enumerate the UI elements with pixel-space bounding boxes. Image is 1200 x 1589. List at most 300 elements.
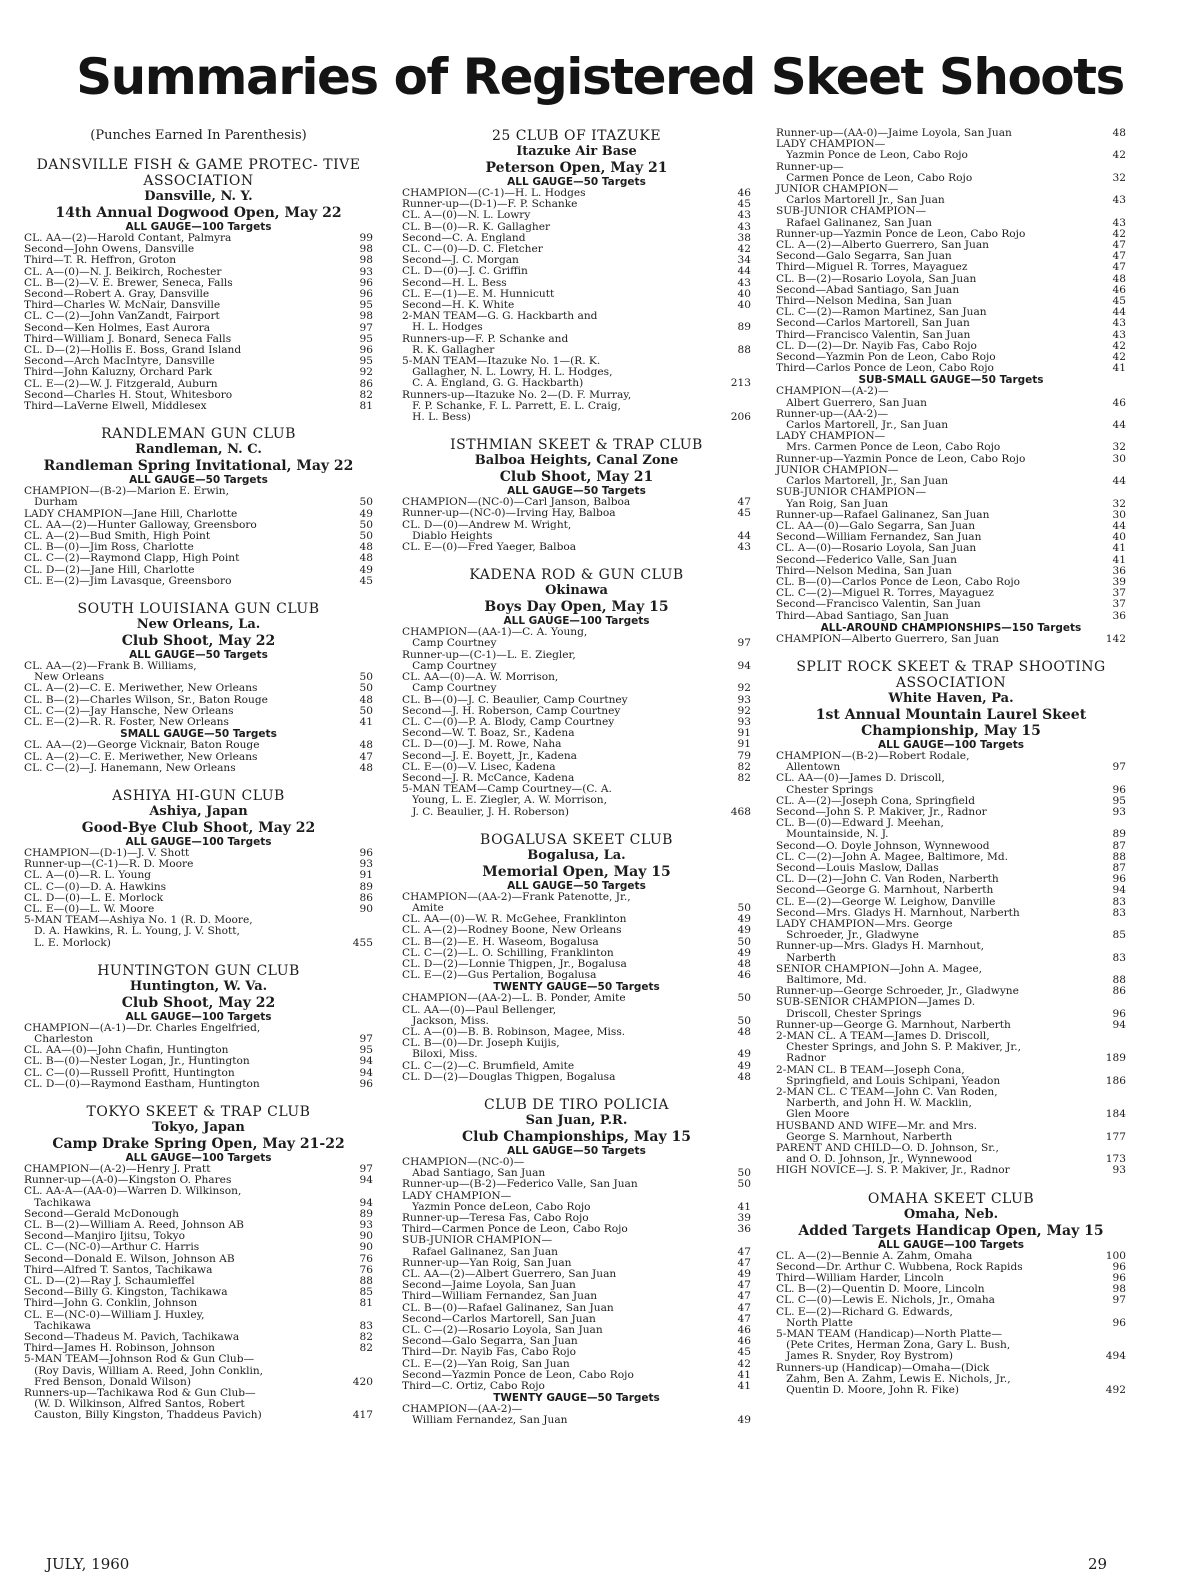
- result-score: 50: [359, 496, 373, 509]
- result-entry: SENIOR CHAMPION—John A. Magee,: [776, 962, 983, 975]
- result-score: 79: [737, 749, 751, 762]
- result-entry: CL. D—(2)—Dr. Nayib Fas, Cabo Rojo: [776, 339, 977, 352]
- result-entry: CL. E—(2)—Jim Lavasque, Greensboro: [24, 574, 232, 587]
- result-entry: Runner-up—: [776, 160, 844, 173]
- result-entry: CL. B—(0)—Nester Logan, Jr., Huntington: [24, 1055, 250, 1068]
- result-entry: CL. AA—(0)—W. R. McGehee, Franklinton: [402, 913, 627, 926]
- result-score: 89: [1112, 828, 1126, 841]
- result-score: 44: [1112, 306, 1126, 319]
- result-score: 94: [359, 1174, 373, 1187]
- result-entry: Third—T. R. Heffron, Groton: [24, 254, 177, 267]
- result-entry: Runner-up—(NC-0)—Irving Hay, Balboa: [402, 507, 616, 520]
- club-name: BOGALUSA SKEET CLUB: [480, 831, 673, 848]
- result-entry: L. E. Morlock): [24, 936, 111, 949]
- result-score: 43: [737, 209, 751, 222]
- result-row: [402, 993, 751, 1004]
- result-entry: CL. E—(NC-0)—William J. Huxley,: [24, 1308, 205, 1321]
- result-score: 94: [1112, 884, 1126, 897]
- target-class-heading: SUB-SMALL GAUGE—50 Targets: [858, 374, 1044, 387]
- result-entry: CL. E—(2)—W. J. Fitzgerald, Auburn: [24, 377, 218, 390]
- club-block: [24, 1104, 373, 1422]
- result-entry: Carlos Martorell, Jr., San Juan: [776, 419, 949, 432]
- result-score: 44: [737, 265, 751, 278]
- result-entry: CL. AA—(2)—Albert Guerrero, San Juan: [402, 1268, 617, 1281]
- result-row: [776, 386, 1126, 397]
- result-score: 95: [359, 299, 373, 312]
- result-score: 41: [1112, 542, 1126, 555]
- result-score: 37: [1112, 587, 1126, 600]
- result-score: 97: [359, 321, 373, 334]
- result-score: 97: [1112, 1294, 1126, 1307]
- result-entry: CL. C—(2)—Ramon Martinez, San Juan: [776, 306, 987, 319]
- result-score: 93: [359, 1218, 373, 1231]
- result-entry: Second—William Fernandez, San Juan: [776, 531, 982, 544]
- result-score: 96: [359, 276, 373, 289]
- result-entry: Third—C. Ortiz, Cabo Rojo: [402, 1380, 545, 1393]
- result-entry: Diablo Heights: [402, 529, 493, 542]
- result-row: [776, 1109, 1126, 1120]
- result-score: 94: [359, 1055, 373, 1068]
- result-entry: Yan Roig, San Juan: [776, 497, 889, 510]
- result-score: 30: [1112, 508, 1126, 521]
- result-score: 82: [737, 760, 751, 773]
- result-score: 93: [737, 693, 751, 706]
- result-entry: CL. AA—(2)—Frank B. Williams,: [24, 660, 197, 673]
- result-score: 100: [1105, 1249, 1126, 1262]
- result-score: 494: [1105, 1350, 1126, 1363]
- result-entry: CL. D—(2)—Douglas Thigpen, Bogalusa: [402, 1070, 616, 1083]
- result-row: [776, 997, 1126, 1008]
- result-row: [402, 807, 751, 818]
- result-entry: CL. B—(2)—Rosario Loyola, San Juan: [776, 272, 977, 285]
- result-entry: Jackson, Miss.: [402, 1014, 489, 1027]
- result-score: 90: [359, 902, 373, 915]
- result-entry: CL. C—(2)—John VanZandt, Fairport: [24, 310, 220, 323]
- result-entry: CHAMPION—(B-2)—Marion E. Erwin,: [24, 485, 229, 498]
- result-entry: Causton, Billy Kingston, Thaddeus Pavich): [24, 1409, 262, 1422]
- issue-date: JULY, 1960: [46, 1555, 130, 1573]
- result-entry: Runner-up—Teresa Fas, Cabo Rojo: [402, 1212, 589, 1224]
- result-row: [776, 1042, 1126, 1053]
- club-name: HUNTINGTON GUN CLUB: [97, 962, 300, 979]
- result-score: 82: [737, 771, 751, 784]
- result-score: 46: [737, 1335, 751, 1348]
- result-entry: Second—Donald E. Wilson, Johnson AB: [24, 1252, 235, 1265]
- result-entry: CL. E—(2)—Richard G. Edwards,: [776, 1305, 953, 1318]
- club-name: ISTHMIAN SKEET & TRAP CLUB: [450, 437, 703, 454]
- result-entry: CL. B—(2)—Charles Wilson, Sr., Baton Rouge: [24, 693, 268, 706]
- shoot-title: Peterson Open, May 21: [485, 160, 668, 176]
- result-entry: Second—Louis Maslow, Dallas: [776, 861, 939, 874]
- result-score: 47: [737, 1279, 751, 1292]
- result-score: 43: [1112, 317, 1126, 330]
- result-entry: CL. B—(0)—Dr. Joseph Kuijis,: [402, 1037, 560, 1050]
- result-entry: Second—Robert A. Gray, Dansville: [24, 288, 210, 301]
- result-entry: Chester Springs: [776, 783, 874, 796]
- result-entry: Runner-up—George G. Marnhout, Narberth: [776, 1018, 1011, 1031]
- result-entry: CL. C—(0)—D. C. Fletcher: [402, 243, 543, 256]
- result-score: 47: [737, 1301, 751, 1314]
- result-row: [776, 829, 1126, 840]
- result-score: 96: [1112, 1272, 1126, 1285]
- result-entry: CL. B—(2)—V. E. Brewer, Seneca, Falls: [24, 276, 233, 289]
- result-entry: Second—J. R. McCance, Kadena: [402, 771, 575, 784]
- result-score: 46: [1112, 396, 1126, 409]
- result-row: [776, 1295, 1126, 1306]
- result-entry: CL. C—(2)—J. Hanemann, New Orleans: [24, 761, 236, 774]
- club-name: OMAHA SKEET CLUB: [867, 1190, 1035, 1207]
- result-score: 46: [737, 187, 751, 199]
- club-name: SOUTH LOUISIANA GUN CLUB: [77, 601, 320, 618]
- result-score: 98: [359, 243, 373, 256]
- result-score: 86: [359, 891, 373, 904]
- club-location: Tokyo, Japan: [152, 1119, 245, 1135]
- result-score: 39: [1112, 575, 1126, 588]
- result-entry: Second—John Owens, Dansville: [24, 243, 195, 256]
- result-entry: Charleston: [24, 1032, 93, 1045]
- result-entry: Third—Nelson Medina, San Juan: [776, 295, 952, 308]
- result-entry: CL. D—(2)—Ray J. Schaumleffel: [24, 1274, 195, 1287]
- result-score: 213: [730, 377, 751, 390]
- page-headline: Summaries of Registered Skeet Shoots: [76, 48, 1124, 106]
- target-class-heading: ALL GAUGE—50 Targets: [507, 176, 646, 188]
- club-block: [402, 437, 751, 553]
- result-entry: Second—Yazmin Pon de Leon, Cabo Rojo: [776, 351, 996, 364]
- result-entry: (Pete Crites, Herman Zona, Gary L. Bush,: [776, 1339, 1011, 1352]
- result-score: 96: [359, 344, 373, 357]
- result-score: 50: [737, 935, 751, 948]
- result-entry: Carmen Ponce de Leon, Cabo Rojo: [776, 171, 973, 184]
- result-entry: CL. E—(0)—L. W. Moore: [24, 902, 155, 915]
- result-entry: CL. A—(2)—Alberto Guerrero, San Juan: [776, 239, 989, 252]
- result-row: [402, 508, 751, 519]
- target-class-heading: ALL GAUGE—100 Targets: [878, 738, 1024, 751]
- result-row: [402, 210, 751, 221]
- result-score: 45: [737, 1346, 751, 1359]
- result-entry: Runner-up—Rafael Galinanez, San Juan: [776, 508, 990, 521]
- result-score: 46: [737, 969, 751, 982]
- result-score: 95: [359, 332, 373, 345]
- result-score: 93: [1112, 805, 1126, 818]
- shoot-title: Camp Drake Spring Open, May 21-22: [52, 1135, 345, 1152]
- target-class-heading: ALL GAUGE—100 Targets: [878, 1238, 1024, 1251]
- result-entry: Third—Dr. Nayib Fas, Cabo Rojo: [402, 1346, 577, 1359]
- result-entry: D. A. Hawkins, R. L. Young, J. V. Shott,: [24, 925, 240, 938]
- result-entry: Driscoll, Chester Springs: [776, 1007, 922, 1020]
- result-entry: CHAMPION—(AA-2)—: [402, 1403, 523, 1416]
- result-score: 44: [737, 529, 751, 542]
- target-class-heading: ALL GAUGE—100 Targets: [125, 1151, 272, 1164]
- result-row: [24, 1242, 373, 1253]
- result-entry: Third—William Harder, Lincoln: [776, 1272, 944, 1285]
- result-row: [402, 1291, 751, 1302]
- result-score: 48: [737, 957, 751, 970]
- result-score: 50: [359, 518, 373, 531]
- result-row: [402, 1235, 751, 1246]
- shoot-title: Randleman Spring Invitational, May 22: [43, 458, 354, 475]
- club-block: [24, 157, 373, 412]
- result-entry: Runner-up—(C-1)—L. E. Ziegler,: [402, 648, 576, 661]
- result-row: [776, 941, 1126, 952]
- result-score: 45: [1112, 295, 1126, 308]
- result-score: 47: [737, 1245, 751, 1258]
- result-score: 46: [1112, 283, 1126, 296]
- result-entry: Mrs. Carmen Ponce de Leon, Cabo Rojo: [776, 441, 1001, 454]
- result-score: 36: [1112, 609, 1126, 622]
- result-entry: LADY CHAMPION—Mrs. George: [776, 917, 953, 930]
- result-entry: Rafael Galinanez, San Juan: [402, 1245, 558, 1258]
- result-entry: CL. C—(2)—C. Brumfield, Amite: [402, 1059, 575, 1072]
- result-score: 98: [359, 254, 373, 267]
- result-entry: CL. A—(0)—B. B. Robinson, Magee, Miss.: [402, 1025, 626, 1038]
- result-score: 43: [737, 276, 751, 289]
- result-entry: CL. A—(2)—C. E. Meriwether, New Orleans: [24, 682, 258, 695]
- club-location: Itazuke Air Base: [516, 144, 637, 159]
- result-entry: CHAMPION—(NC-0)—Carl Janson, Balboa: [402, 496, 631, 509]
- shoot-title: 1st Annual Mountain Laurel Skeet Championship, May 15: [815, 706, 1087, 739]
- result-entry: CL. A—(2)—Bennie A. Zahm, Omaha: [776, 1249, 973, 1262]
- result-row: [24, 1298, 373, 1309]
- result-row: [402, 1072, 751, 1083]
- result-entry: CL. A—(2)—Joseph Cona, Springfield: [776, 794, 975, 807]
- result-score: 83: [359, 1319, 373, 1332]
- result-entry: 2-MAN CL. B TEAM—Joseph Cona,: [776, 1063, 965, 1076]
- result-entry: Third—Carlos Ponce de Leon, Cabo Rojo: [776, 362, 994, 375]
- result-entry: CHAMPION—(AA-1)—C. A. Young,: [402, 626, 588, 639]
- result-entry: Second—Abad Santiago, San Juan: [776, 283, 960, 296]
- result-score: 94: [737, 659, 751, 672]
- result-row: [776, 611, 1126, 622]
- result-entry: CL. AA-A—(AA-0)—Warren D. Wilkinson,: [24, 1185, 242, 1198]
- result-score: 96: [359, 288, 373, 301]
- result-entry: Albert Guerrero, San Juan: [776, 396, 927, 409]
- result-score: 186: [1105, 1074, 1126, 1087]
- result-row: [402, 542, 751, 553]
- club-block: [24, 788, 373, 949]
- result-entry: SUB-JUNIOR CHAMPION—: [776, 486, 927, 499]
- result-row: [24, 401, 373, 412]
- result-entry: CL. E—(2)—R. R. Foster, New Orleans: [24, 716, 229, 729]
- punches-note: (Punches Earned In Parenthesis): [90, 128, 307, 143]
- result-entry: CL. A—(0)—N. L. Lowry: [402, 209, 531, 222]
- result-entry: Second—O. Doyle Johnson, Wynnewood: [776, 839, 990, 852]
- result-score: 41: [359, 716, 373, 729]
- result-entry: Runner-up—(A-0)—Kingston O. Phares: [24, 1174, 232, 1187]
- result-entry: Second—Arch MacIntyre, Dansville: [24, 355, 215, 368]
- result-score: 41: [1112, 553, 1126, 566]
- result-score: 50: [359, 530, 373, 543]
- result-entry: Second—Manjiro Ijitsu, Tokyo: [24, 1230, 186, 1243]
- result-row: [776, 363, 1126, 374]
- target-class-heading: TWENTY GAUGE—50 Targets: [493, 1392, 660, 1405]
- result-entry: CL. AA—(2)—Hunter Galloway, Greensboro: [24, 518, 257, 531]
- result-entry: CL. AA—(0)—Galo Segarra, San Juan: [776, 519, 976, 532]
- result-entry: Second—J. E. Boyett, Jr., Kadena: [402, 749, 577, 762]
- result-entry: Durham: [24, 496, 78, 509]
- result-entry: CL. C—(2)—Raymond Clapp, High Point: [24, 552, 240, 565]
- result-entry: Third—William J. Bonard, Seneca Falls: [24, 332, 232, 345]
- result-entry: Chester Springs, and John S. P. Makiver, Jr.,: [776, 1041, 1021, 1054]
- result-entry: Amite: [402, 901, 444, 914]
- result-row: [402, 739, 751, 750]
- result-score: 420: [352, 1375, 373, 1388]
- result-score: 48: [359, 761, 373, 774]
- result-entry: CL. C—(2)—L. O. Schilling, Franklinton: [402, 946, 614, 959]
- result-row: [402, 1049, 751, 1060]
- result-row: [402, 925, 751, 936]
- shoot-title: Club Shoot, May 22: [121, 994, 276, 1011]
- result-entry: CL. E—(1)—E. M. Hunnicutt: [402, 287, 555, 300]
- club-location: New Orleans, La.: [136, 617, 261, 633]
- result-score: 97: [359, 1162, 373, 1175]
- result-entry: Runner-up—(C-1)—R. D. Moore: [24, 858, 194, 871]
- result-score: 48: [1112, 272, 1126, 285]
- result-entry: CL. E—(2)—Yan Roig, San Juan: [402, 1357, 570, 1370]
- club-block: [402, 567, 751, 817]
- result-entry: CL. A—(2)—C. E. Meriwether, New Orleans: [24, 750, 258, 763]
- result-entry: CL. C—(2)—Jay Hansche, New Orleans: [24, 704, 234, 717]
- result-entry: Glen Moore: [776, 1108, 850, 1121]
- result-score: 184: [1105, 1108, 1126, 1121]
- result-row: [776, 1053, 1126, 1064]
- shoot-title: Club Shoot, May 22: [121, 633, 276, 650]
- result-score: 36: [737, 1223, 751, 1236]
- result-score: 30: [1112, 452, 1126, 465]
- result-entry: CL. C—(2)—Rosario Loyola, San Juan: [402, 1324, 603, 1337]
- result-entry: Runners-up—Tachikawa Rod & Gun Club—: [24, 1387, 256, 1400]
- result-score: 49: [359, 563, 373, 576]
- club-location: Okinawa: [545, 583, 608, 599]
- result-score: 97: [359, 1032, 373, 1045]
- result-entry: LADY CHAMPION—: [776, 430, 886, 443]
- result-score: 99: [359, 232, 373, 244]
- result-entry: Narberth: [776, 951, 836, 964]
- result-score: 49: [737, 1414, 751, 1427]
- result-entry: 5-MAN TEAM—Itazuke No. 1—(R. K.: [402, 355, 601, 368]
- result-score: 50: [737, 992, 751, 1005]
- result-entry: Second—H. K. White: [402, 299, 515, 312]
- result-score: 93: [359, 858, 373, 871]
- result-entry: Third—James H. Robinson, Johnson: [24, 1342, 215, 1355]
- result-score: 177: [1105, 1130, 1126, 1143]
- club-location: Randleman, N. C.: [135, 442, 262, 458]
- result-entry: Second—Francisco Valentin, San Juan: [776, 598, 981, 611]
- result-entry: CL. AA—(2)—Harold Contant, Palmyra: [24, 232, 232, 244]
- result-entry: Radnor: [776, 1052, 826, 1065]
- target-class-heading: ALL GAUGE—100 Targets: [125, 1010, 272, 1023]
- result-score: 45: [737, 198, 751, 211]
- result-entry: Runner-up—(D-1)—F. P. Schanke: [402, 198, 578, 211]
- result-score: 98: [1112, 1283, 1126, 1296]
- result-entry: Second—Charles H. Stout, Whitesboro: [24, 388, 233, 401]
- result-entry: CL. D—(2)—Jane Hill, Charlotte: [24, 563, 195, 576]
- result-entry: SUB-JUNIOR CHAMPION—: [402, 1234, 553, 1247]
- result-entry: CHAMPION—(C-1)—H. L. Hodges: [402, 187, 586, 199]
- result-row: [24, 497, 373, 508]
- result-entry: Abad Santiago, San Juan: [402, 1167, 546, 1180]
- club-block: [776, 659, 1126, 1177]
- result-score: 49: [737, 913, 751, 926]
- result-entry: 2-MAN TEAM—G. G. Hackbarth and: [402, 310, 598, 323]
- result-entry: CL. AA—(0)—James D. Driscoll,: [776, 772, 945, 785]
- result-entry: Zahm, Ben A. Zahm, Lewis E. Nichols, Jr.,: [776, 1372, 1011, 1385]
- result-score: 47: [1112, 250, 1126, 263]
- result-entry: Runners-up—Itazuke No. 2—(D. F. Murray,: [402, 388, 632, 401]
- result-entry: Yazmin Ponce deLeon, Cabo Rojo: [402, 1200, 591, 1213]
- result-score: 48: [737, 1070, 751, 1083]
- result-entry: CL. C—(2)—John A. Magee, Baltimore, Md.: [776, 850, 1009, 863]
- result-score: 45: [359, 574, 373, 587]
- result-score: 42: [737, 243, 751, 256]
- result-score: 41: [737, 1368, 751, 1381]
- result-row: [402, 892, 751, 903]
- result-entry: Second—Galo Segarra, San Juan: [776, 250, 952, 263]
- result-row: [776, 543, 1126, 554]
- result-entry: CHAMPION—(AA-2)—L. B. Ponder, Amite: [402, 992, 626, 1005]
- result-score: 87: [1112, 861, 1126, 874]
- result-score: 82: [359, 1331, 373, 1343]
- column-left: [24, 128, 373, 1436]
- result-entry: SUB-SENIOR CHAMPION—James D.: [776, 996, 976, 1009]
- result-row: [24, 683, 373, 694]
- result-entry: Camp Courtney: [402, 637, 497, 650]
- target-class-heading: ALL GAUGE—50 Targets: [507, 879, 646, 892]
- result-score: 43: [1112, 216, 1126, 229]
- result-score: 173: [1105, 1153, 1126, 1166]
- result-score: 39: [737, 1212, 751, 1224]
- club-location: San Juan, P.R.: [525, 1112, 628, 1128]
- result-row: [24, 255, 373, 266]
- result-entry: Second—Ken Holmes, East Aurora: [24, 321, 211, 334]
- result-score: 83: [1112, 951, 1126, 964]
- result-score: 32: [1112, 497, 1126, 510]
- result-entry: CL. E—(0)—V. Lisec, Kadena: [402, 760, 556, 773]
- result-row: [402, 266, 751, 277]
- result-score: 43: [737, 220, 751, 233]
- club-location: Dansville, N. Y.: [144, 189, 253, 204]
- result-score: 49: [737, 1268, 751, 1281]
- result-entry: Second—Carlos Martorell, San Juan: [402, 1312, 596, 1325]
- result-row: [776, 206, 1126, 217]
- result-entry: Camp Courtney: [402, 682, 497, 695]
- result-row: [24, 926, 373, 937]
- result-row: [24, 1354, 373, 1365]
- result-score: 42: [1112, 149, 1126, 162]
- result-entry: PARENT AND CHILD—O. D. Johnson, Sr.,: [776, 1142, 999, 1155]
- result-entry: Quentin D. Moore, John R. Fike): [776, 1384, 959, 1397]
- club-block: [402, 1097, 751, 1427]
- result-entry: Narberth, and John H. W. Macklin,: [776, 1097, 972, 1110]
- result-entry: CL. C—(NC-0)—Arthur C. Harris: [24, 1241, 200, 1254]
- result-entry: Third—Charles W. McNair, Dansville: [24, 299, 221, 312]
- result-score: 92: [359, 366, 373, 379]
- result-score: 83: [1112, 895, 1126, 908]
- result-score: 44: [1112, 519, 1126, 532]
- result-entry: CL. C—(0)—D. A. Hawkins: [24, 880, 167, 893]
- result-score: 87: [1112, 839, 1126, 852]
- result-entry: 5-MAN TEAM—Johnson Rod & Gun Club—: [24, 1353, 255, 1366]
- result-score: 50: [359, 671, 373, 684]
- result-score: 49: [737, 1059, 751, 1072]
- result-entry: Tachikawa: [24, 1196, 91, 1209]
- shoot-title: Added Targets Handicap Open, May 15: [798, 1222, 1104, 1239]
- result-entry: 2-MAN CL. C TEAM—John C. Van Roden,: [776, 1086, 998, 1099]
- result-score: 40: [1112, 531, 1126, 544]
- result-row: [776, 1351, 1126, 1362]
- shoot-title: Club Championships, May 15: [462, 1128, 691, 1145]
- result-score: 46: [737, 1324, 751, 1337]
- result-entry: Second—John S. P. Makiver, Jr., Radnor: [776, 805, 987, 818]
